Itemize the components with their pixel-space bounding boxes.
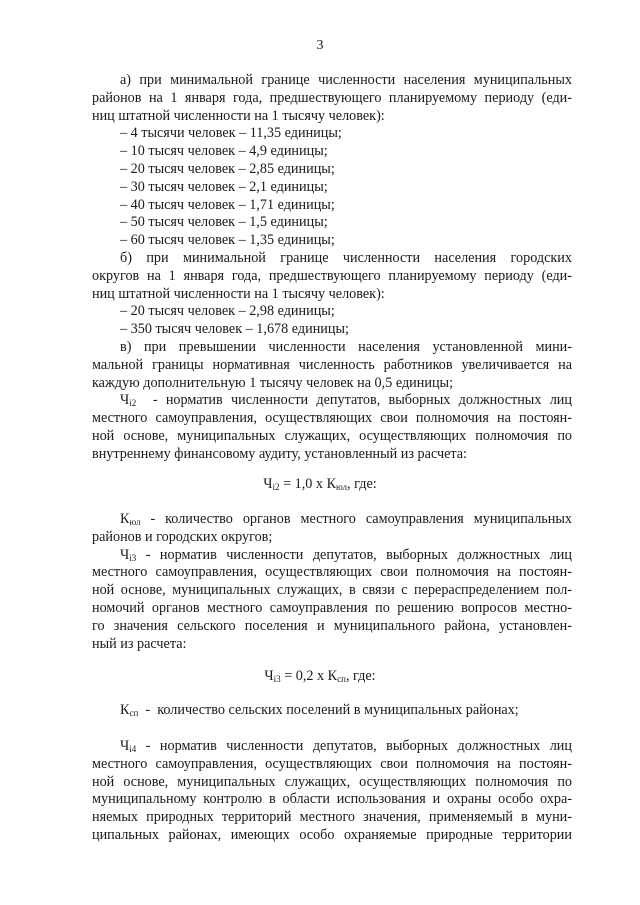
paragraph-a (92, 72, 572, 464)
formula-symbol: Ч (263, 476, 273, 492)
formula-text: , где: (347, 476, 377, 492)
text-line: мальной границы нормативная численность работников увеличивается на (92, 356, 572, 373)
symbol: Ч (120, 738, 130, 754)
list-item: – 40 тысяч человек – 1,71 единицы; (120, 196, 335, 213)
formula-text: = 1,0 х К (279, 476, 337, 492)
text-line: ной основе, муниципальных служащих, осуществляющих полномочия по (92, 427, 572, 444)
formula-text: , где: (345, 668, 376, 684)
subscript: i2 (272, 482, 280, 492)
subscript: i3 (273, 674, 281, 684)
formula-ch3 (0, 668, 640, 685)
text-line: местного самоуправления, осуществляющих свои полномочия на постоян- (92, 564, 572, 581)
text-line: ниц штатной численности на 1 тысячу человек): (92, 107, 385, 124)
text-line: ной основе, муниципальных служащих, в связи с перераспределением пол- (92, 582, 572, 599)
list-item: – 30 тысяч человек – 2,1 единицы; (120, 178, 328, 195)
formula-ch2 (0, 476, 640, 493)
list-item: – 50 тысяч человек – 1,5 единицы; (120, 214, 328, 231)
text-run: - количество сельских поселений в муниципальных районах; (138, 702, 519, 718)
text-line: в) при превышении численности населения установленной мини- (120, 338, 572, 355)
symbol: К (120, 511, 130, 527)
text-line (92, 547, 572, 565)
text-run: - норматив численности депутатов, выборных должностных лиц (136, 546, 572, 563)
text-line (92, 738, 572, 756)
text-line: няемых природных территорий местного значения, применяемый в муни- (92, 809, 572, 826)
text-line: каждую дополнительную 1 тысячу человек на 0,5 единицы; (92, 374, 454, 391)
text-line: муниципальному контролю в области использования и охраны особо охра- (92, 791, 572, 808)
text-line: районов и городских округов; (92, 528, 273, 545)
subscript: сп (129, 708, 139, 718)
text-line: ной основе, муниципальных служащих, осуществляющих полномочия по (92, 773, 572, 790)
symbol: К (120, 702, 130, 718)
paragraph-ch4 (92, 738, 572, 845)
text-line: местного самоуправления, осуществляющих свои полномочия на постоян- (92, 410, 572, 427)
text-line: округов на 1 января года, предшествующего планируемому периоду (еди- (92, 267, 572, 284)
paragraph-kul (92, 511, 572, 653)
subscript: i3 (129, 552, 137, 563)
text-line: ниц штатной численности на 1 тысячу человек): (92, 285, 385, 302)
subscript: сп (337, 674, 346, 684)
text-run: - норматив численности депутатов, выборных должностных лиц (136, 392, 572, 409)
subscript: i4 (129, 744, 137, 754)
text-line: ципальных районах, имеющих особо охраняемые природные территории (92, 826, 572, 843)
text-line: а) при минимальной границе численности населения муниципальных (120, 72, 572, 88)
text-line: ный из расчета: (92, 635, 187, 652)
subscript: i2 (129, 398, 137, 409)
text-line (92, 511, 572, 529)
list-item: – 4 тысячи человек – 11,35 единицы; (120, 125, 342, 142)
symbol: Ч (120, 392, 130, 409)
text-line (92, 392, 572, 410)
list-item: – 350 тысяч человек – 1,678 единицы; (120, 321, 349, 338)
text-line: номочий органов местного самоуправления по решению вопросов местно- (92, 599, 572, 616)
text-run: - количество органов местного самоуправления муниципальных (140, 511, 572, 527)
text-run: - норматив численности депутатов, выборных должностных лиц (136, 738, 572, 754)
subscript: юл (129, 517, 141, 527)
formula-text: = 0,2 х К (280, 668, 338, 684)
paragraph-ksp (92, 702, 572, 720)
text-line: го значения сельского поселения и муниципального района, установлен- (92, 617, 572, 634)
text-line (92, 702, 572, 720)
text-line: местного самоуправления, осуществляющих свои полномочия на постоян- (92, 755, 572, 772)
list-item: – 60 тысяч человек – 1,35 единицы; (120, 232, 335, 249)
page-number: 3 (316, 38, 324, 53)
subscript: юл (336, 482, 348, 492)
list-item: – 10 тысяч человек – 4,9 единицы; (120, 143, 328, 160)
formula-symbol: Ч (264, 668, 274, 684)
text-line: внутреннему финансовому аудиту, установленный из расчета: (92, 445, 468, 462)
list-item: – 20 тысяч человек – 2,85 единицы; (120, 160, 335, 177)
list-item: – 20 тысяч человек – 2,98 единицы; (120, 303, 335, 320)
text-line: б) при минимальной границе численности населения городских (120, 249, 572, 266)
symbol: Ч (120, 546, 130, 563)
text-line: районов на 1 января года, предшествующего планируемому периоду (еди- (92, 89, 572, 106)
